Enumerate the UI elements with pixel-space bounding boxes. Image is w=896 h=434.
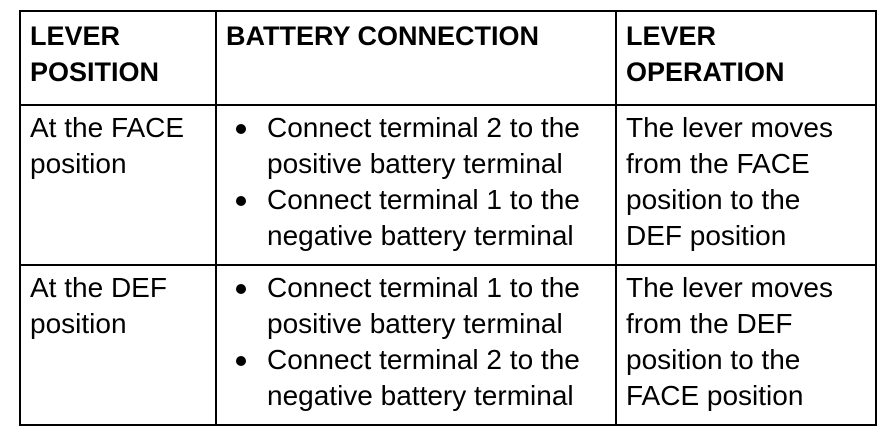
header-text: OPERATION [626, 57, 785, 87]
cell-text: position to the [626, 184, 801, 215]
cell-text: The lever moves [626, 112, 833, 143]
cell-battery-connection [216, 265, 616, 425]
cell-battery-connection [216, 105, 616, 265]
header-text: BATTERY CONNECTION [226, 21, 540, 51]
cell-text: Connect terminal 2 to the [267, 112, 580, 143]
header-battery-connection [216, 11, 616, 105]
bullet-icon [236, 284, 246, 294]
cell-text: The lever moves [626, 272, 833, 303]
table-row [20, 265, 876, 425]
bullet-icon [236, 124, 246, 134]
cell-lever-operation [616, 265, 876, 425]
header-row [20, 11, 876, 105]
cell-text: DEF position [626, 220, 787, 251]
cell-text: Connect terminal 2 to the [267, 344, 580, 375]
cell-text: from the FACE [626, 148, 810, 179]
cell-text: position to the [626, 344, 801, 375]
cell-text: Connect terminal 1 to the [267, 272, 580, 303]
list-item [226, 110, 609, 182]
list-item [226, 182, 609, 254]
header-text: LEVER [626, 21, 717, 51]
cell-lever-position [20, 105, 216, 265]
cell-text: Connect terminal 1 to the [267, 184, 580, 215]
cell-lever-operation [616, 105, 876, 265]
cell-text: At the FACE [30, 112, 185, 143]
bullet-icon [236, 196, 246, 206]
cell-text: position [30, 148, 127, 179]
cell-text: from the DEF [626, 308, 793, 339]
header-lever-operation [616, 11, 876, 105]
list-item [226, 342, 609, 414]
connection-list [226, 110, 609, 254]
cell-text: FACE position [626, 380, 804, 411]
header-text: LEVER [30, 21, 121, 51]
connection-list [226, 270, 609, 414]
lever-battery-table [19, 10, 877, 426]
cell-lever-position [20, 265, 216, 425]
cell-text: negative battery terminal [267, 380, 574, 411]
header-text: POSITION [30, 57, 160, 87]
cell-text: At the DEF [30, 272, 167, 303]
cell-text: positive battery terminal [267, 308, 563, 339]
header-lever-position [20, 11, 216, 105]
table-row [20, 105, 876, 265]
cell-text: positive battery terminal [267, 148, 563, 179]
bullet-icon [236, 356, 246, 366]
list-item [226, 270, 609, 342]
cell-text: position [30, 308, 127, 339]
cell-text: negative battery terminal [267, 220, 574, 251]
